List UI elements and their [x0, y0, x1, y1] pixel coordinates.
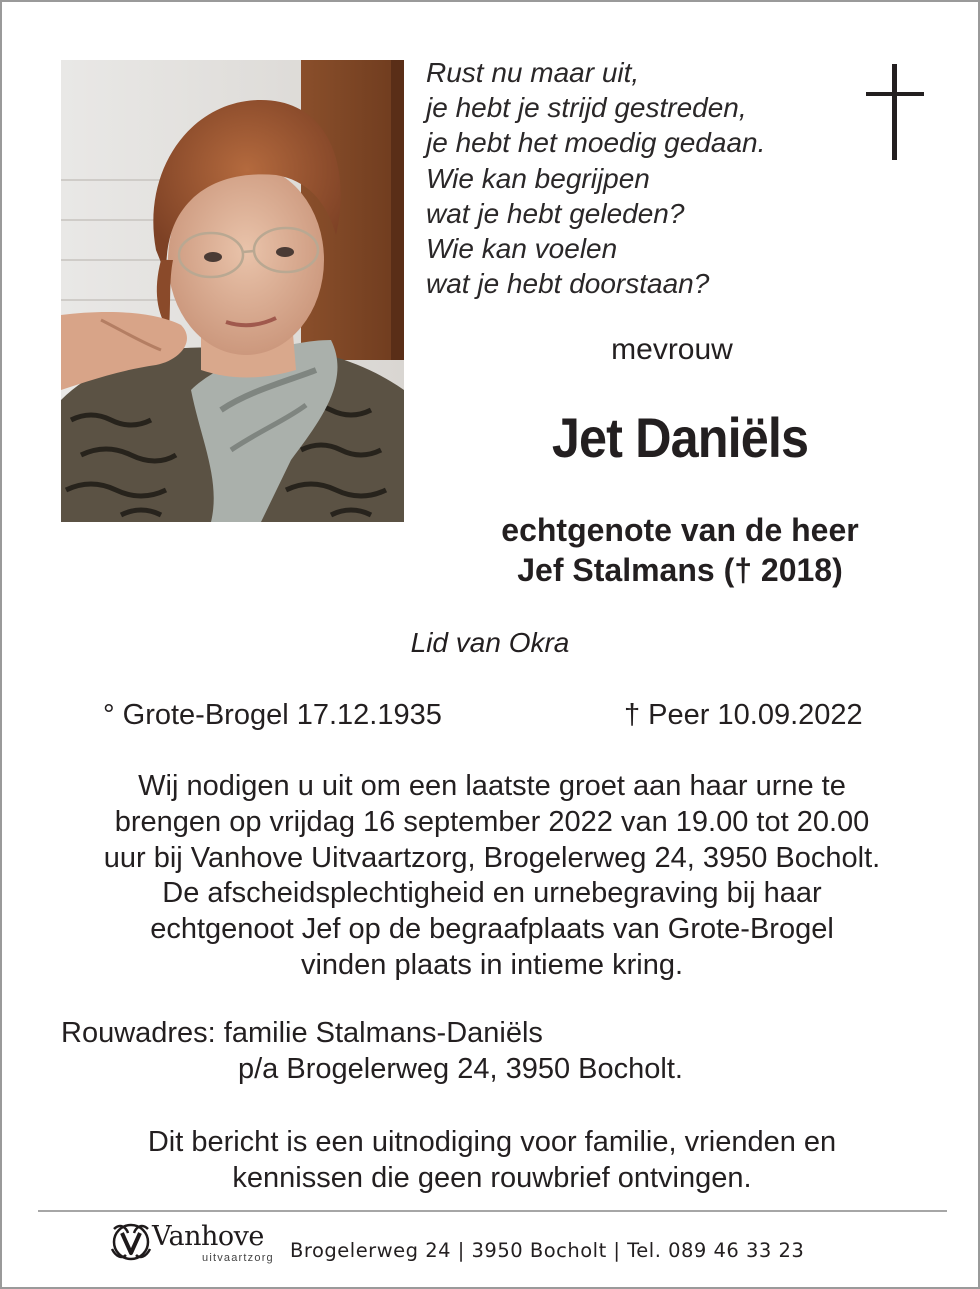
birth-date: ° Grote-Brogel 17.12.1935	[103, 699, 442, 731]
invitation-line: vinden plaats in intieme kring.	[300, 948, 684, 981]
poem-line: je hebt het moedig gedaan.	[426, 127, 766, 159]
invitation-line: Wij nodigen u uit om een laatste groet aan haar urne te	[138, 770, 846, 802]
poem-line: Wie kan begrijpen	[426, 162, 650, 194]
notice-line: kennissen die geen rouwbrief ontvingen.	[232, 1162, 752, 1194]
death-date: † Peer 10.09.2022	[624, 699, 863, 731]
membership-text: Lid van Okra	[410, 627, 570, 658]
spouse-line-2: Jef Stalmans († 2018)	[517, 552, 843, 588]
logo-name: Vanhove	[152, 1221, 264, 1252]
deceased-name: Jet Daniëls	[551, 406, 809, 469]
notice-text	[42, 1124, 942, 1196]
poem-line: Wie kan voelen	[426, 233, 618, 265]
mourning-address-line-2: p/a Brogelerweg 24, 3950 Bocholt.	[238, 1053, 683, 1085]
spouse-info	[422, 510, 938, 590]
invitation-line: De afscheidsplechtigheid en urnebegraving bij haar	[162, 877, 822, 910]
poem-line: je hebt je strijd gestreden,	[426, 92, 747, 124]
membership	[2, 627, 980, 659]
footer-contact: Brogelerweg 24 | 3950 Bocholt | Tel. 089 46 33 23	[290, 1239, 805, 1262]
invitation-line: echtgenoot Jef op de begraafplaats van Grote-Brogel	[150, 913, 834, 946]
cross-icon	[866, 64, 924, 160]
spouse-line-1: echtgenote van de heer	[501, 512, 859, 548]
salutation: mevrouw	[611, 333, 733, 366]
invitation-line: uur bij Vanhove Uitvaartzorg, Brogelerweg 24, 3950 Bocholt.	[103, 841, 881, 874]
mourning-address-line-1: Rouwadres: familie Stalmans-Daniëls	[61, 1017, 543, 1049]
invitation-text	[42, 769, 942, 984]
vanhove-logo-icon	[108, 1219, 154, 1265]
vanhove-logo	[108, 1219, 278, 1267]
invitation-line: brengen op vrijdag 16 september 2022 van 19.00 tot 20.00	[114, 805, 870, 838]
poem-line: wat je hebt doorstaan?	[426, 268, 710, 300]
footer-divider	[38, 1210, 947, 1212]
logo-subtitle: uitvaartzorg	[202, 1252, 274, 1264]
poem-line: Rust nu maar uit,	[426, 57, 640, 88]
notice-line: Dit bericht is een uitnodiging voor familie, vrienden en	[147, 1126, 837, 1158]
poem	[426, 55, 765, 301]
poem-line: wat je hebt geleden?	[426, 197, 685, 229]
portrait-photo	[61, 60, 404, 522]
